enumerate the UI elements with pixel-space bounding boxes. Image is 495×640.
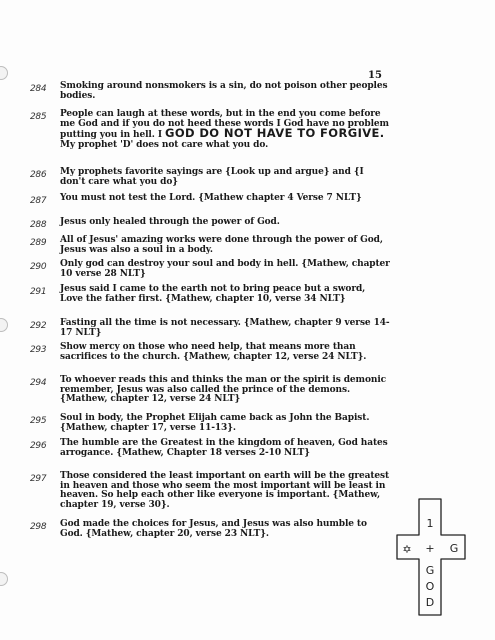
entry-number: 284 (30, 84, 47, 94)
entry-number: 285 (30, 112, 47, 122)
entry-text: All of Jesus' amazing works were done through the power of God, Jesus was also a soul in a body. (60, 235, 383, 255)
entry-emphasis: GOD DO NOT HAVE TO FORGIVE. (164, 126, 385, 140)
page-number: 15 (368, 70, 382, 81)
entry-text: Only god can destroy your soul and body in hell. {Mathew, chapter 10 verse 28 NLT} (60, 259, 390, 279)
cross-top-mark: 1 (426, 517, 434, 530)
entry-286 (30, 167, 390, 187)
entry-number: 291 (30, 287, 47, 297)
punch-hole (0, 572, 8, 586)
entry-291 (30, 284, 390, 304)
entry-288 (30, 217, 390, 230)
star-of-david-icon: ✡ (402, 543, 412, 556)
entry-287 (30, 193, 390, 206)
entry-text: Smoking around nonsmokers is a sin, do not poison other peoples bodies. (60, 81, 388, 101)
entry-number: 294 (30, 378, 47, 388)
entry-296 (30, 438, 390, 458)
entry-number: 286 (30, 170, 47, 180)
entry-text: God made the choices for Jesus, and Jesus was also humble to God. {Mathew, chapter 20, verse 23 NLT}. (60, 519, 367, 539)
entry-text: The humble are the Greatest in the kingdom of heaven, God hates arrogance. {Mathew, Chapter 18 verses 2-10 NLT} (60, 438, 388, 458)
entry-number: 287 (30, 196, 47, 206)
punch-hole (0, 318, 8, 332)
entry-294 (30, 375, 390, 405)
entry-number: 295 (30, 416, 47, 426)
entry-text: My prophets favorite sayings are {Look up and argue} and {I don't care what you do} (60, 167, 364, 187)
cross-bottom-letter: D (425, 596, 435, 609)
entry-298 (30, 519, 390, 539)
cross-center-mark: + (425, 542, 435, 555)
entry-text: Jesus only healed through the power of God. (60, 217, 280, 227)
entry-number: 290 (30, 262, 47, 272)
entry-293 (30, 342, 390, 362)
entry-292 (30, 318, 390, 338)
cross-bottom-letter: G (425, 564, 435, 577)
entry-285 (30, 109, 390, 150)
entry-290 (30, 259, 390, 279)
entry-number: 289 (30, 238, 47, 248)
cross-bottom-letter: O (425, 580, 435, 593)
entry-text: You must not test the Lord. {Mathew chapter 4 Verse 7 NLT} (60, 193, 362, 203)
entry-text: Jesus said I came to the earth not to bring peace but a sword, Love the father first. {Mathew, chapter 10, verse 34 NLT} (60, 284, 366, 304)
entry-text-main: People can laugh at these words, but in the end you come before me God and if you do not heed these words I God have no problem putting you in hell. I (60, 109, 389, 140)
cross-right-mark: G (449, 542, 459, 555)
entry-number: 297 (30, 474, 47, 484)
entry-text: Soul in body, the Prophet Elijah came back as John the Bapist. {Mathew, chapter 17, verse 11-13}. (60, 413, 370, 433)
entry-text: Fasting all the time is not necessary. {Mathew, chapter 9 verse 14-17 NLT} (60, 318, 390, 338)
entry-297 (30, 471, 390, 510)
entry-text: Those considered the least important on earth will be the greatest in heaven and those who seem the most important will be least in heaven. So help each other like everyone is important. {Mathew, chapter 19, verse 30}. (60, 471, 390, 510)
punch-hole (0, 66, 8, 80)
entry-number: 288 (30, 220, 47, 230)
entry-number: 292 (30, 321, 47, 331)
entry-number: 293 (30, 345, 47, 355)
entry-text-tail: My prophet 'D' does not care what you do. (60, 139, 269, 150)
entry-284 (30, 81, 390, 101)
entry-289 (30, 235, 390, 255)
hand-drawn-cross-icon (395, 497, 467, 617)
entry-text (60, 110, 390, 150)
entry-number: 296 (30, 441, 47, 451)
entry-295 (30, 413, 390, 433)
entry-number: 298 (30, 522, 47, 532)
entry-text: Show mercy on those who need help, that means more than sacrifices to the church. {Mathew, chapter 12, verse 24 NLT}. (60, 342, 367, 362)
entry-text: To whoever reads this and thinks the man or the spirit is demonic remember, Jesus was also called the prince of the demons. {Mathew, chapter 12, verse 24 NLT} (60, 375, 387, 404)
